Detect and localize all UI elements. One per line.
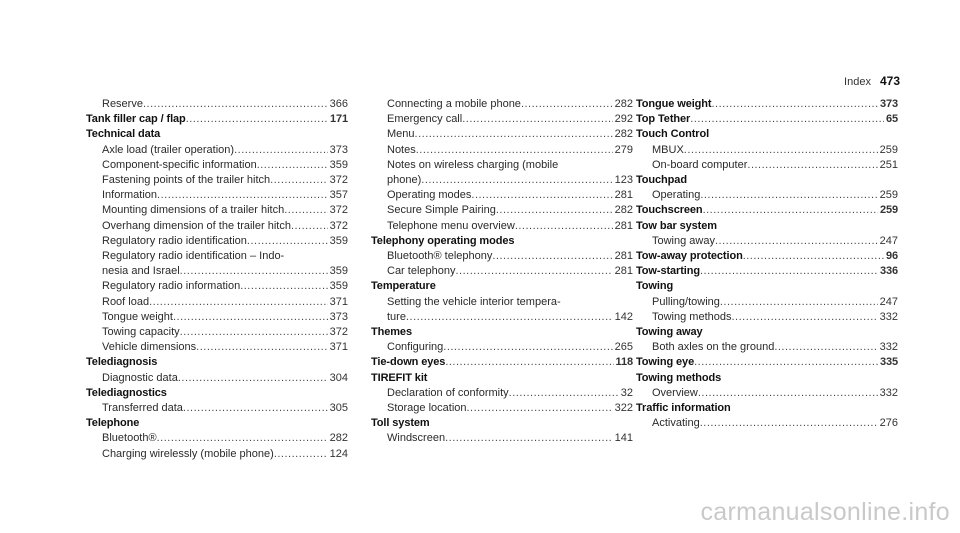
entry-text: Vehicle dimensions: [102, 341, 197, 354]
dot-leader: [234, 143, 328, 158]
page-number: 473: [879, 74, 900, 88]
entry-text: Menu: [387, 128, 415, 141]
index-subentry-menu[interactable]: [371, 127, 633, 142]
page-reference[interactable]: 359: [329, 234, 348, 247]
dot-leader: [180, 325, 328, 340]
dot-leader: [700, 264, 878, 279]
index-subentry-on-board-computer[interactable]: [636, 158, 898, 173]
index-subentry-activating[interactable]: [636, 416, 898, 431]
entry-text: Tow-starting: [636, 265, 700, 278]
entry-text: Information: [102, 189, 158, 202]
page-reference[interactable]: 336: [879, 265, 898, 278]
page-reference[interactable]: 123: [614, 174, 633, 187]
index-heading-towing: Towing: [636, 280, 674, 293]
dot-leader: [421, 173, 612, 188]
index-subentry-phone[interactable]: [371, 173, 633, 188]
entry-text: Overview: [652, 386, 698, 399]
index-heading-tirefit-kit: TIREFIT kit: [371, 371, 428, 384]
entry-text: Axle load (trailer operation): [102, 143, 235, 156]
dot-leader: [196, 340, 327, 355]
index-subentry-diagnostic-data[interactable]: [86, 371, 348, 386]
dot-leader: [684, 143, 878, 158]
index-subentry-information[interactable]: [86, 188, 348, 203]
page-reference[interactable]: 281: [614, 189, 633, 202]
entry-text: Towing capacity: [102, 326, 180, 339]
page-reference[interactable]: 281: [614, 250, 633, 263]
page-reference[interactable]: 292: [614, 113, 633, 126]
entry-text: nesia and Israel: [102, 265, 180, 278]
dot-leader: [694, 355, 878, 370]
index-heading-themes: Themes: [371, 326, 412, 339]
index-subentry-overview[interactable]: [636, 386, 898, 401]
index-heading-tow-away-protection[interactable]: [636, 249, 898, 264]
dot-leader: [247, 234, 328, 249]
index-heading-top-tether[interactable]: [636, 112, 898, 127]
dot-leader: [257, 158, 328, 173]
index-subentry-notes[interactable]: [371, 143, 633, 158]
index-subentry-mounting-dimensions-of-a-trailer-hitch[interactable]: [86, 203, 348, 218]
dot-leader: [720, 295, 878, 310]
entry-text: Storage location: [387, 402, 467, 415]
page-reference[interactable]: 305: [329, 402, 348, 415]
page-reference[interactable]: 276: [879, 417, 898, 430]
page-reference[interactable]: 65: [885, 113, 898, 126]
index-subentry-axle-load-trailer-operation[interactable]: [86, 143, 348, 158]
page-reference[interactable]: 359: [329, 280, 348, 293]
index-subentry-declaration-of-conformity[interactable]: [371, 386, 633, 401]
entry-text: Connecting a mobile phone: [387, 98, 521, 110]
entry-text: On-board computer: [652, 158, 748, 171]
index-subentry-regulatory-radio-information[interactable]: [86, 279, 348, 294]
entry-text: Roof load: [102, 295, 150, 308]
dot-leader: [157, 188, 328, 203]
dot-leader: [774, 340, 877, 355]
index-subentry-configuring[interactable]: [371, 340, 633, 355]
entry-text: Tongue weight: [102, 310, 173, 323]
entry-text: Mounting dimensions of a trailer hitch: [102, 204, 285, 217]
dot-leader: [291, 219, 328, 234]
index-heading-toll-system: Toll system: [371, 417, 430, 430]
page-reference[interactable]: 282: [614, 98, 633, 110]
entry-text: Pulling/towing: [652, 295, 720, 308]
dot-leader: [700, 416, 878, 431]
entry-text: Declaration of conformity: [387, 386, 509, 399]
entry-text: Regulatory radio identification: [102, 234, 247, 247]
page-reference[interactable]: 282: [614, 204, 633, 217]
page-reference[interactable]: 332: [879, 386, 898, 399]
entry-text: Secure Simple Pairing: [387, 204, 496, 217]
index-heading-touchpad: Touchpad: [636, 174, 687, 187]
entry-text: Diagnostic data: [102, 371, 178, 384]
page-reference[interactable]: 259: [879, 204, 898, 217]
page-reference[interactable]: 357: [329, 189, 348, 202]
index-subentry-both-axles-on-the-ground[interactable]: [636, 340, 898, 355]
dot-leader: [462, 112, 612, 127]
dot-leader: [690, 112, 884, 127]
index-subentry-vehicle-dimensions[interactable]: [86, 340, 348, 355]
index-subentry-emergency-call[interactable]: [371, 112, 633, 127]
index-subentry-charging-wirelessly-mobile-phone[interactable]: [86, 447, 348, 462]
dot-leader: [712, 97, 878, 112]
entry-text: Car telephony: [387, 265, 456, 278]
page-reference[interactable]: 372: [329, 219, 348, 232]
index-heading-telephone: Telephone: [86, 417, 140, 430]
dot-leader: [186, 112, 328, 127]
page-reference[interactable]: 118: [615, 356, 633, 369]
entry-text: Emergency call: [387, 113, 463, 126]
index-subentry-regulatory-radio-identification-indo: Regulatory radio identification – Indo-: [102, 250, 285, 263]
page-reference[interactable]: 304: [329, 371, 348, 384]
entry-text: Top Tether: [636, 113, 691, 126]
page-reference[interactable]: 373: [879, 98, 898, 110]
index-heading-touch-control: Touch Control: [636, 128, 710, 141]
index-heading-telediagnosis: Telediagnosis: [86, 356, 158, 369]
index-heading-towing-methods: Towing methods: [636, 371, 722, 384]
dot-leader: [149, 295, 328, 310]
entry-text: Towing methods: [652, 310, 732, 323]
entry-text: Bluetooth® telephony: [387, 250, 493, 263]
entry-text: Tongue weight: [636, 98, 712, 110]
entry-text: Towing eye: [636, 356, 695, 369]
index-subentry-towing-capacity[interactable]: [86, 325, 348, 340]
dot-leader: [284, 203, 327, 218]
index-heading-tank-filler-cap-flap[interactable]: [86, 112, 348, 127]
page-reference[interactable]: 251: [879, 158, 898, 171]
header-label: Index: [844, 76, 871, 88]
page-reference[interactable]: 247: [879, 295, 898, 308]
entry-text: Configuring: [387, 341, 444, 354]
index-subentry-nesia-and-israel[interactable]: [86, 264, 348, 279]
index-subentry-mbux[interactable]: [636, 143, 898, 158]
index-heading-telediagnostics: Telediagnostics: [86, 386, 167, 399]
entry-text: Operating modes: [387, 189, 472, 202]
dot-leader: [700, 188, 877, 203]
page-reference[interactable]: 279: [614, 143, 633, 156]
page-reference[interactable]: 96: [885, 250, 898, 263]
index-subentry-storage-location[interactable]: [371, 401, 633, 416]
page-reference[interactable]: 372: [329, 326, 348, 339]
dot-leader: [471, 188, 612, 203]
page-reference[interactable]: 281: [614, 219, 633, 232]
entry-text: Both axles on the ground: [652, 341, 775, 354]
index-subentry-reserve[interactable]: [86, 97, 348, 112]
dot-leader: [445, 431, 613, 446]
dot-leader: [178, 371, 328, 386]
dot-leader: [240, 279, 327, 294]
page-reference[interactable]: 373: [329, 143, 348, 156]
page-reference[interactable]: 371: [329, 341, 348, 354]
dot-leader: [274, 447, 328, 462]
entry-text: Towing away: [652, 234, 715, 247]
dot-leader: [416, 143, 613, 158]
index-subentry-regulatory-radio-identification[interactable]: [86, 234, 348, 249]
entry-text: Telephone menu overview: [387, 219, 515, 232]
entry-text: Transferred data: [102, 402, 183, 415]
index-subentry-overhang-dimension-of-the-trailer-hitch[interactable]: [86, 219, 348, 234]
dot-leader: [496, 203, 613, 218]
entry-text: phone): [387, 174, 422, 187]
page-reference[interactable]: 247: [879, 234, 898, 247]
index-heading-touchscreen[interactable]: [636, 203, 898, 218]
index-subentry-setting-the-vehicle-interior-tempera: Setting the vehicle interior tempera-: [387, 295, 561, 308]
dot-leader: [445, 355, 613, 370]
index-subentry-bluetooth[interactable]: [86, 431, 348, 446]
watermark: carmanualsonline.info: [700, 498, 950, 526]
entry-text: Reserve: [102, 98, 143, 110]
index-subentry-towing-away[interactable]: [636, 234, 898, 249]
index-subentry-fastening-points-of-the-trailer-hitch[interactable]: [86, 173, 348, 188]
entry-text: Notes: [387, 143, 416, 156]
entry-text: Overhang dimension of the trailer hitch: [102, 219, 291, 232]
dot-leader: [467, 401, 613, 416]
page-reference[interactable]: 259: [879, 143, 898, 156]
index-subentry-telephone-menu-overview[interactable]: [371, 219, 633, 234]
dot-leader: [443, 340, 612, 355]
dot-leader: [747, 158, 877, 173]
page-reference[interactable]: 142: [614, 310, 633, 323]
index-heading-tie-down-eyes[interactable]: [371, 355, 633, 370]
index-subentry-secure-simple-pairing[interactable]: [371, 203, 633, 218]
index-column-1: [86, 97, 348, 462]
index-heading-telephony-operating-modes: Telephony operating modes: [371, 234, 515, 247]
index-heading-tongue-weight[interactable]: [636, 97, 898, 112]
page-reference[interactable]: 282: [329, 432, 348, 445]
page-reference[interactable]: 372: [329, 174, 348, 187]
dot-leader: [173, 310, 328, 325]
page-reference[interactable]: 372: [329, 204, 348, 217]
dot-leader: [715, 234, 878, 249]
page-reference[interactable]: 335: [879, 356, 898, 369]
index-heading-towing-eye[interactable]: [636, 355, 898, 370]
page-reference[interactable]: 259: [879, 189, 898, 202]
entry-text: Fastening points of the trailer hitch: [102, 174, 271, 187]
index-subentry-ture[interactable]: [371, 310, 633, 325]
entry-text: MBUX: [652, 143, 684, 156]
index-subentry-roof-load[interactable]: [86, 295, 348, 310]
dot-leader: [703, 203, 878, 218]
index-subentry-towing-methods[interactable]: [636, 310, 898, 325]
index-subentry-connecting-a-mobile-phone[interactable]: [371, 97, 633, 112]
entry-text: Tow-away protection: [636, 250, 743, 263]
page-reference[interactable]: 141: [614, 432, 633, 445]
dot-leader: [743, 249, 884, 264]
index-heading-tow-starting[interactable]: [636, 264, 898, 279]
index-subentry-bluetooth-telephony[interactable]: [371, 249, 633, 264]
index-subentry-notes-on-wireless-charging-mobile: Notes on wireless charging (mobile: [387, 158, 559, 171]
dot-leader: [143, 97, 328, 112]
dot-leader: [732, 310, 878, 325]
dot-leader: [415, 127, 613, 142]
index-heading-tow-bar-system: Tow bar system: [636, 219, 717, 232]
dot-leader: [183, 401, 328, 416]
page-reference[interactable]: 322: [614, 402, 633, 415]
index-heading-technical-data: Technical data: [86, 128, 161, 141]
index-subentry-component-specific-information[interactable]: [86, 158, 348, 173]
dot-leader: [180, 264, 328, 279]
dot-leader: [515, 219, 613, 234]
page-reference[interactable]: 373: [329, 310, 348, 323]
dot-leader: [698, 386, 878, 401]
page-reference[interactable]: 32: [620, 386, 633, 399]
entry-text: Operating: [652, 189, 701, 202]
index-heading-towing-away: Towing away: [636, 326, 703, 339]
entry-text: Tank filler cap / flap: [86, 113, 186, 126]
entry-text: Windscreen: [387, 432, 446, 445]
dot-leader: [509, 386, 619, 401]
page-reference[interactable]: 332: [879, 341, 898, 354]
entry-text: Regulatory radio information: [102, 280, 241, 293]
index-heading-temperature: Temperature: [371, 280, 436, 293]
index-subentry-tongue-weight[interactable]: [86, 310, 348, 325]
entry-text: Charging wirelessly (mobile phone): [102, 447, 274, 460]
dot-leader: [492, 249, 612, 264]
entry-text: Component-specific information: [102, 158, 257, 171]
index-heading-traffic-information: Traffic information: [636, 402, 731, 415]
entry-text: Bluetooth®: [102, 432, 157, 445]
page-reference[interactable]: 171: [329, 113, 348, 126]
index-subentry-operating[interactable]: [636, 188, 898, 203]
index-subentry-car-telephony[interactable]: [371, 264, 633, 279]
page-reference[interactable]: 265: [614, 341, 633, 354]
dot-leader: [456, 264, 613, 279]
page-reference[interactable]: 366: [329, 98, 348, 110]
page-reference[interactable]: 359: [329, 158, 348, 171]
page-reference[interactable]: 282: [614, 128, 633, 141]
index-column-3: [636, 97, 898, 431]
dot-leader: [406, 310, 613, 325]
page-reference[interactable]: 124: [329, 447, 348, 460]
index-subentry-transferred-data[interactable]: [86, 401, 348, 416]
page-reference[interactable]: 281: [614, 265, 633, 278]
page-reference[interactable]: 332: [879, 310, 898, 323]
dot-leader: [521, 97, 613, 112]
entry-text: Activating: [652, 417, 700, 430]
index-subentry-pulling-towing[interactable]: [636, 295, 898, 310]
entry-text: Touchscreen: [636, 204, 703, 217]
index-column-2: [371, 97, 633, 447]
page-header: [844, 74, 900, 88]
entry-text: Tie-down eyes: [371, 356, 446, 369]
index-subentry-windscreen[interactable]: [371, 431, 633, 446]
index-subentry-operating-modes[interactable]: [371, 188, 633, 203]
page-reference[interactable]: 359: [329, 265, 348, 278]
page-reference[interactable]: 371: [329, 295, 348, 308]
dot-leader: [270, 173, 327, 188]
dot-leader: [157, 431, 328, 446]
entry-text: ture: [387, 310, 406, 323]
